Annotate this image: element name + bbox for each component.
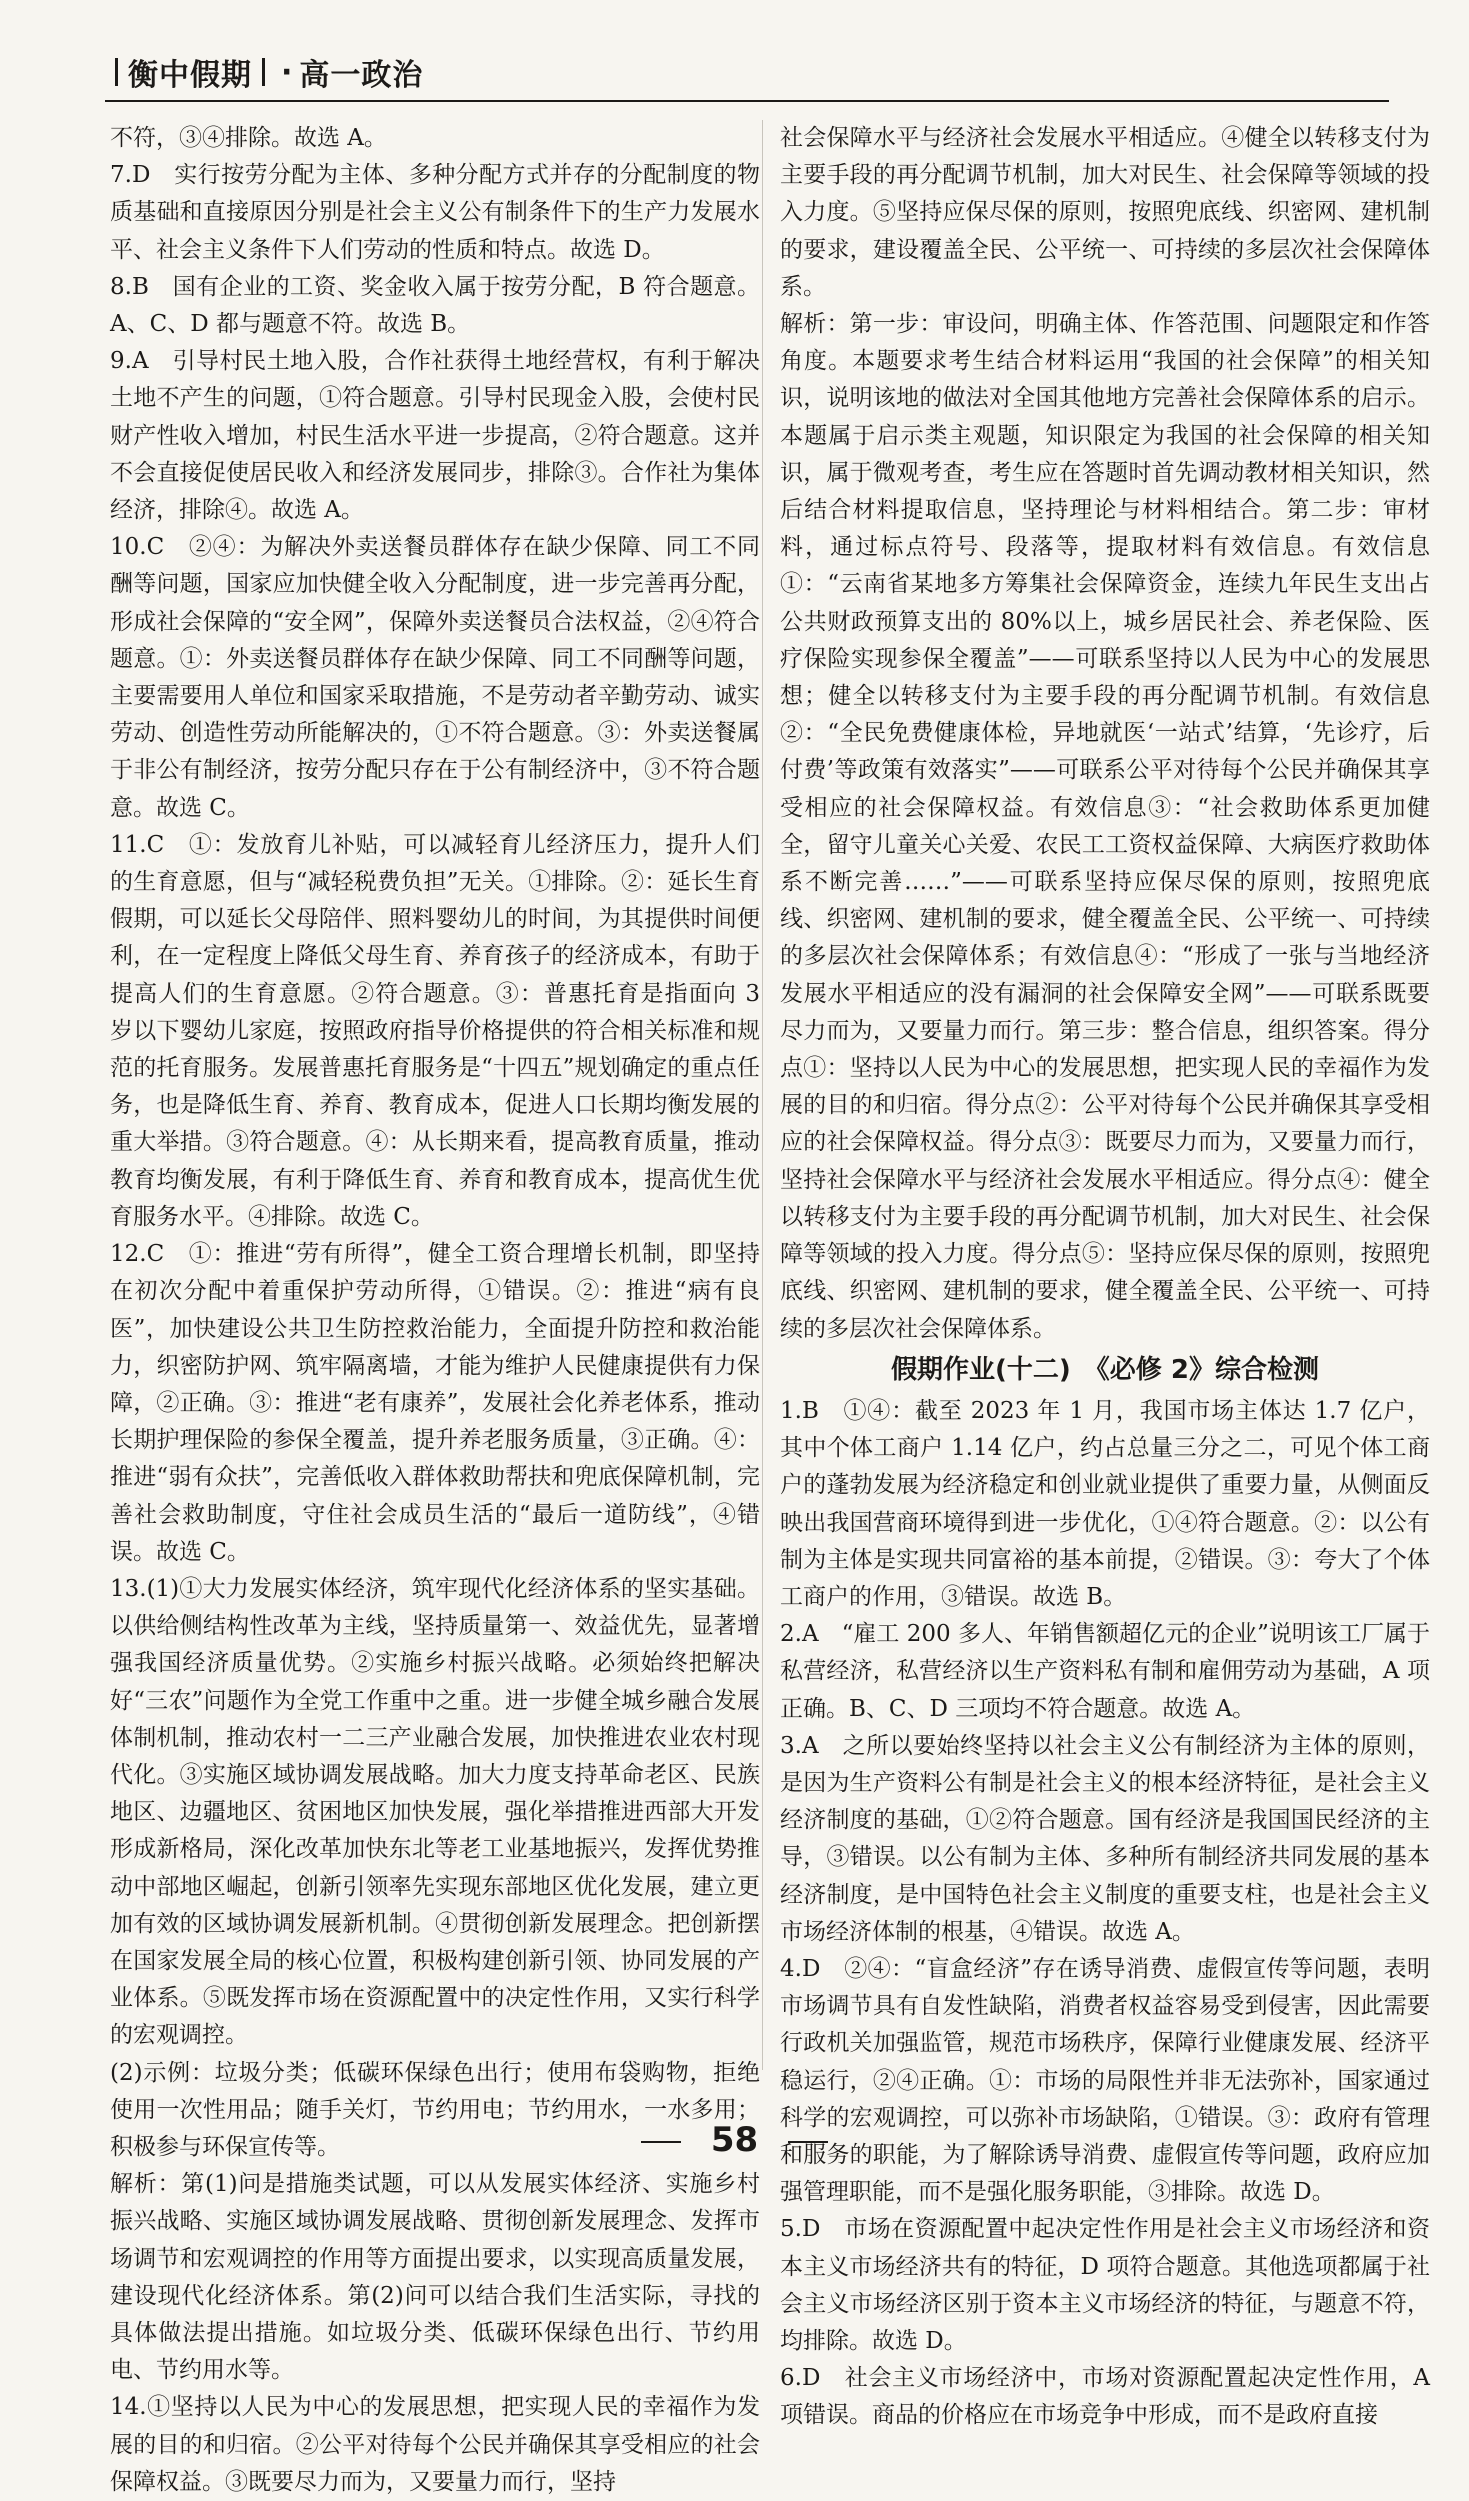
- left-para-9: 解析：第(1)问是措施类试题，可以从发展实体经济、实施乡村振兴战略、实施区域协调发展战略、贯彻创新发展理念、发挥市场调节和宏观调控的作用等方面提出要求，以实现高质量发展，建设现代化经济体系。第(2)问可以结合我们生活实际，寻找的具体做法提出措施。如垃圾分类、低碳环保绿色出行、节约用电、节约用水等。: [110, 2171, 760, 2384]
- left-para-7: 13.(1)①大力发展实体经济，筑牢现代化经济体系的坚实基础。以供给侧结构性改革为主线，坚持质量第一、效益优先，显著增强我国经济质量优势。②实施乡村振兴战略。必须始终把解决好“三农”问题作为全党工作重中之重。进一步健全城乡融合发展体制机制，推动农村一二三产业融合发展，加快推进农业农村现代化。③实施区域协调发展战略。加大力度支持革命老区、民族地区、边疆地区、贫困地区加快发展，强化举措推进西部大开发形成新格局，深化改革加快东北等老工业基地振兴，发挥优势推动中部地区崛起，创新引领率先实现东部地区优化发展，建立更加有效的区域协调发展新机制。④贯彻创新发展理念。把创新摆在国家发展全局的核心位置，积极构建创新引领、协同发展的产业体系。⑤既发挥市场在资源配置中的决定性作用，又实行科学的宏观调控。: [110, 1575, 760, 2049]
- right-para-0: 社会保障水平与经济社会发展水平相适应。④健全以转移支付为主要手段的再分配调节机制，加大对民生、社会保障等领域的投入力度。⑤坚持应保尽保的原则，按照兜底线、织密网、建机制的要求，建设覆盖全民、公平统一、可持续的多层次社会保障体系。: [780, 125, 1430, 300]
- left-para-3: 9.A 引导村民土地入股，合作社获得土地经营权，有利于解决土地不产生的问题，①符合题意。引导村民现金入股，会使村民财产性收入增加，村民生活水平进一步提高，②符合题意。这并不会直接促使居民收入和经济发展同步，排除③。合作社为集体经济，排除④。故选 A。: [110, 348, 760, 524]
- left-para-5: 11.C ①：发放育儿补贴，可以减轻育儿经济压力，提升人们的生育意愿，但与“减轻税费负担”无关。①排除。②：延长生育假期，可以延长父母陪伴、照料婴幼儿的时间，为其提供时间便利，在一定程度上降低父母生育、养育孩子的经济成本，有助于提高人们的生育意愿。②符合题意。③：普惠托育是指面向 3 岁以下婴幼儿家庭，按照政府指导价格提供的符合相关标准和规范的托育服务。发展普惠托育服务是“十四五”规划确定的重点任务，也是降低生育、养育、教育成本，促进人口长期均衡发展的重大举措。③符合题意。④：从长期来看，提高教育质量，推动教育均衡发展，有利于降低生育、养育和教育成本，提高优生优育服务水平。④排除。故选 C。: [110, 831, 760, 1230]
- left-para-0: 不符，③④排除。故选 A。: [110, 125, 387, 151]
- footer-dash-left: [641, 2141, 681, 2143]
- header-dot: ·: [281, 54, 294, 90]
- right-para-8: 6.D 社会主义市场经济中，市场对资源配置起决定性作用，A 项错误。商品的价格应在市场竞争中形成，而不是政府直接: [780, 2365, 1430, 2429]
- header-brand: 衡中假期: [128, 58, 252, 93]
- header-bar-right: [262, 58, 265, 86]
- left-para-8: (2)示例：垃圾分类；低碳环保绿色出行；使用布袋购物，拒绝使用一次性用品；随手关灯，节约用电；节约用水，一水多用；积极参与环保宣传等。: [110, 2059, 760, 2160]
- left-para-6: 12.C ①：推进“劳有所得”，健全工资合理增长机制，即坚持在初次分配中着重保护劳动所得，①错误。②：推进“病有良医”，加快建设公共卫生防控救治能力，全面提升防控和救治能力，织密防护网、筑牢隔离墙，才能为维护人民健康提供有力保障，②正确。③：推进“老有康养”，发展社会化养老体系，推动长期护理保险的参保全覆盖，提升养老服务质量，③正确。④：推进“弱有众扶”，完善低收入群体救助帮扶和兜底保障机制，完善社会救助制度，守住社会成员生活的“最后一道防线”，④错误。故选 C。: [110, 1241, 760, 1565]
- footer-dash-right: [788, 2141, 828, 2143]
- left-para-10: 14.①坚持以人民为中心的发展思想，把实现人民的幸福作为发展的目的和归宿。②公平对待每个公民并确保其享受相应的社会保障权益。③既要尽力而为，又要量力而行，坚持: [110, 2394, 760, 2495]
- right-para-5: 3.A 之所以要始终坚持以社会主义公有制经济为主体的原则，是因为生产资料公有制是社会主义的根本经济特征，是社会主义经济制度的基础，①②符合题意。国有经济是我国国民经济的主导，③错误。以公有制为主体、多种所有制经济共同发展的基本经济制度，是中国特色社会主义制度的重要支柱，也是社会主义市场经济体制的根基，④错误。故选 A。: [780, 1732, 1430, 1945]
- left-para-1: 7.D 实行按劳分配为主体、多种分配方式并存的分配制度的物质基础和直接原因分别是社会主义公有制条件下的生产力发展水平、社会主义条件下人们劳动的性质和特点。故选 D。: [110, 162, 760, 263]
- right-para-6: 4.D ②④：“盲盒经济”存在诱导消费、虚假宣传等问题，表明市场调节具有自发性缺陷，消费者权益容易受到侵害，因此需要行政机关加强监管，规范市场秩序，保障行业健康发展、经济平稳运行，②④正确。①：市场的局限性并非无法弥补，国家通过科学的宏观调控，可以弥补市场缺陷，①错误。③：政府有管理和服务的职能，为了解除诱导消费、虚假宣传等问题，政府应加强管理职能，而不是强化服务职能，③排除。故选 D。: [780, 1955, 1430, 2206]
- column-divider: [762, 120, 763, 2070]
- right-para-7: 5.D 市场在资源配置中起决定性作用是社会主义市场经济和资本主义市场经济共有的特征，D 项符合题意。其他选项都属于社会主义市场经济区别于资本主义市场经济的特征，与题意不符，均排除。故选 D。: [780, 2216, 1430, 2354]
- right-para-4: 2.A “雇工 200 多人、年销售额超亿元的企业”说明该工厂属于私营经济，私营经济以生产资料私有制和雇佣劳动为基础，A 项正确。B、C、D 三项均不符合题意。故选 A。: [780, 1621, 1430, 1722]
- left-para-4: 10.C ②④：为解决外卖送餐员群体存在缺少保障、同工不同酬等问题，国家应加快健全收入分配制度，进一步完善再分配，形成社会保障的“安全网”，保障外卖送餐员合法权益，②④符合题意。①：外卖送餐员群体存在缺少保障、同工不同酬等问题，主要需要用人单位和国家采取措施，不是劳动者辛勤劳动、诚实劳动、创造性劳动所能解决的，①不符合题意。③：外卖送餐属于非公有制经济，按劳分配只存在于公有制经济中，③不符合题意。故选 C。: [110, 534, 760, 821]
- header-bar-left: [115, 58, 118, 86]
- page-footer: [0, 2120, 1469, 2160]
- right-column: [780, 120, 1430, 2429]
- page-number: 58: [710, 2120, 759, 2160]
- section-title: 假期作业(十二) 《必修 2》综合检测: [891, 1354, 1319, 1385]
- right-para-1: 解析：第一步：审设问，明确主体、作答范围、问题限定和作答角度。本题要求考生结合材料运用“我国的社会保障”的相关知识，说明该地的做法对全国其他地方完善社会保障体系的启示。本题属于启示类主观题，知识限定为我国的社会保障的相关知识，属于微观考查，考生应在答题时首先调动教材相关知识，然后结合材料提取信息，坚持理论与材料相结合。第二步：审材料，通过标点符号、段落等，提取材料有效信息。有效信息①：“云南省某地多方筹集社会保障资金，连续九年民生支出占公共财政预算支出的 80%以上，城乡居民社会、养老保险、医疗保险实现参保全覆盖”——可联系坚持以人民为中心的发展思想；健全以转移支付为主要手段的再分配调节机制。有效信息②：“全民免费健康体检，异地就医‘一站式’结算，‘先诊疗，后付费’等政策有效落实”——可联系公平对待每个公民并确保其享受相应的社会保障权益。有效信息③：“社会救助体系更加健全，留守儿童关心关爱、农民工工资权益保障、大病医疗救助体系不断完善……”——可联系坚持应保尽保的原则，按照兜底线、织密网、建机制的要求，健全覆盖全民、公平统一、可持续的多层次社会保障体系；有效信息④：“形成了一张与当地经济发展水平相适应的没有漏洞的社会保障安全网”——可联系既要尽力而为，又要量力而行。第三步：整合信息，组织答案。得分点①：坚持以人民为中心的发展思想，把实现人民的幸福作为发展的目的和归宿。得分点②：公平对待每个公民并确保其享受相应的社会保障权益。得分点③：既要尽力而为，又要量力而行，坚持社会保障水平与经济社会发展水平相适应。得分点④：健全以转移支付为主要手段的再分配调节机制，加大对民生、社会保障等领域的投入力度。得分点⑤：坚持应保尽保的原则，按照兜底线、织密网、建机制的要求，健全覆盖全民、公平统一、可持续的多层次社会保障体系。: [780, 311, 1430, 1342]
- header-rule: [105, 100, 1389, 102]
- header-subject: 高一政治: [299, 58, 424, 93]
- left-para-2: 8.B 国有企业的工资、奖金收入属于按劳分配，B 符合题意。A、C、D 都与题意不符。故选 B。: [110, 273, 760, 338]
- page-header: [105, 50, 1389, 94]
- right-para-3: 1.B ①④：截至 2023 年 1 月，我国市场主体达 1.7 亿户，其中个体工商户 1.14 亿户，约占总量三分之二，可见个体工商户的蓬勃发展为经济稳定和创业就业提供了重要力量，从侧面反映出我国营商环境得到进一步优化，①④符合题意。②：以公有制为主体是实现共同富裕的基本前提，②错误。③：夸大了个体工商户的作用，③错误。故选 B。: [780, 1397, 1430, 1610]
